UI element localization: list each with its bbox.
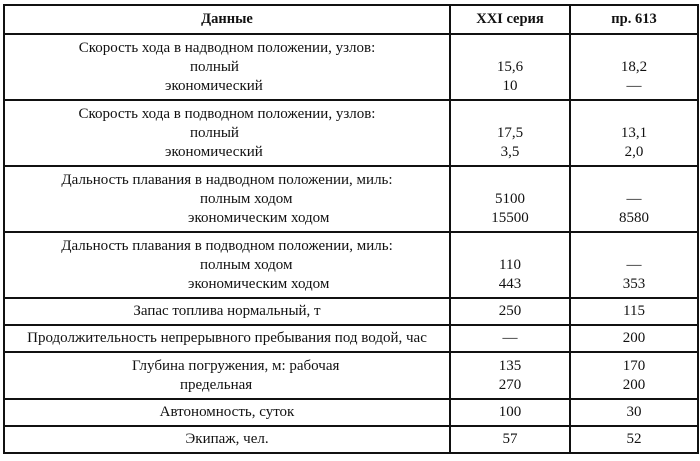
value: 13,1 <box>620 125 648 141</box>
xxi-value-cell <box>450 298 570 325</box>
p613-value-cell <box>570 399 698 426</box>
row-label <box>4 298 450 325</box>
row-label <box>4 399 450 426</box>
value: 200 <box>622 377 646 393</box>
value <box>451 237 569 256</box>
value: — <box>626 257 642 273</box>
value <box>571 171 697 190</box>
value: 2,0 <box>624 144 644 160</box>
row-label <box>4 426 450 453</box>
row-sublabel: полным ходом <box>200 191 293 207</box>
table-row <box>4 352 698 399</box>
value <box>571 39 697 58</box>
table-row <box>4 426 698 453</box>
header-project-613: пр. 613 <box>570 5 698 34</box>
value: 443 <box>498 276 522 292</box>
value: 15500 <box>491 210 529 226</box>
p613-value-cell <box>570 34 698 100</box>
table-row <box>4 166 698 232</box>
row-sublabel: экономическим ходом <box>188 276 330 292</box>
row-title: Автономность, суток <box>159 404 295 420</box>
value: 57 <box>502 431 518 447</box>
row-label <box>4 325 450 352</box>
p613-value-cell <box>570 325 698 352</box>
header-row <box>4 5 698 34</box>
value <box>571 105 697 124</box>
row-title: Продолжительность непрерывного пребывания под водой, час <box>27 330 427 346</box>
header-data: Данные <box>4 5 450 34</box>
table-row <box>4 399 698 426</box>
row-label <box>4 232 450 298</box>
p613-value-cell <box>570 100 698 166</box>
xxi-value-cell <box>450 166 570 232</box>
xxi-value-cell <box>450 34 570 100</box>
value: 15,6 <box>496 59 524 75</box>
p613-value-cell <box>570 166 698 232</box>
value: 30 <box>626 404 642 420</box>
table-row <box>4 232 698 298</box>
value: 135 <box>498 358 522 374</box>
xxi-value-cell <box>450 232 570 298</box>
row-label <box>4 166 450 232</box>
xxi-value-cell <box>450 426 570 453</box>
xxi-value-cell <box>450 100 570 166</box>
row-sublabel: экономический <box>165 144 263 160</box>
value: — <box>626 191 642 207</box>
header-xxi-series: XXI серия <box>450 5 570 34</box>
value: 115 <box>623 303 645 319</box>
specs-table <box>3 4 699 454</box>
value: 200 <box>622 330 646 346</box>
row-sublabel: предельная <box>180 377 253 393</box>
row-title: Глубина погружения, м: рабочая <box>132 358 340 374</box>
value: 250 <box>498 303 522 319</box>
value: 10 <box>502 78 518 94</box>
row-title: Экипаж, чел. <box>185 431 269 447</box>
row-sublabel: полный <box>190 59 239 75</box>
row-sublabel: экономическим ходом <box>188 210 330 226</box>
table-row <box>4 34 698 100</box>
value <box>451 171 569 190</box>
value: 110 <box>499 257 521 273</box>
p613-value-cell <box>570 232 698 298</box>
value: 100 <box>498 404 522 420</box>
value: 5100 <box>495 191 525 207</box>
value: — <box>502 330 518 346</box>
xxi-value-cell <box>450 399 570 426</box>
value: 17,5 <box>496 125 524 141</box>
value <box>571 237 697 256</box>
xxi-value-cell <box>450 352 570 399</box>
row-label <box>4 352 450 399</box>
value <box>451 105 569 124</box>
value: 8580 <box>619 210 649 226</box>
p613-value-cell <box>570 426 698 453</box>
value: 170 <box>622 358 646 374</box>
value: 52 <box>626 431 642 447</box>
value: 18,2 <box>620 59 648 75</box>
xxi-value-cell <box>450 325 570 352</box>
row-title: Скорость хода в подводном положении, узлов: <box>78 106 376 122</box>
row-title: Дальность плавания в подводном положении, миль: <box>61 238 393 254</box>
p613-value-cell <box>570 352 698 399</box>
row-label <box>4 100 450 166</box>
specs-table-container <box>3 4 697 457</box>
row-sublabel: экономический <box>165 78 263 94</box>
row-sublabel: полным ходом <box>200 257 293 273</box>
p613-value-cell <box>570 298 698 325</box>
table-row <box>4 325 698 352</box>
row-label <box>4 34 450 100</box>
value: 270 <box>498 377 522 393</box>
value: 353 <box>622 276 646 292</box>
row-title: Скорость хода в надводном положении, узлов: <box>78 40 376 56</box>
table-row <box>4 100 698 166</box>
value: 3,5 <box>500 144 520 160</box>
row-title: Запас топлива нормальный, т <box>133 303 321 319</box>
value <box>451 39 569 58</box>
row-title: Дальность плавания в надводном положении, миль: <box>61 172 393 188</box>
table-row <box>4 298 698 325</box>
value: — <box>626 78 642 94</box>
row-sublabel: полный <box>190 125 239 141</box>
